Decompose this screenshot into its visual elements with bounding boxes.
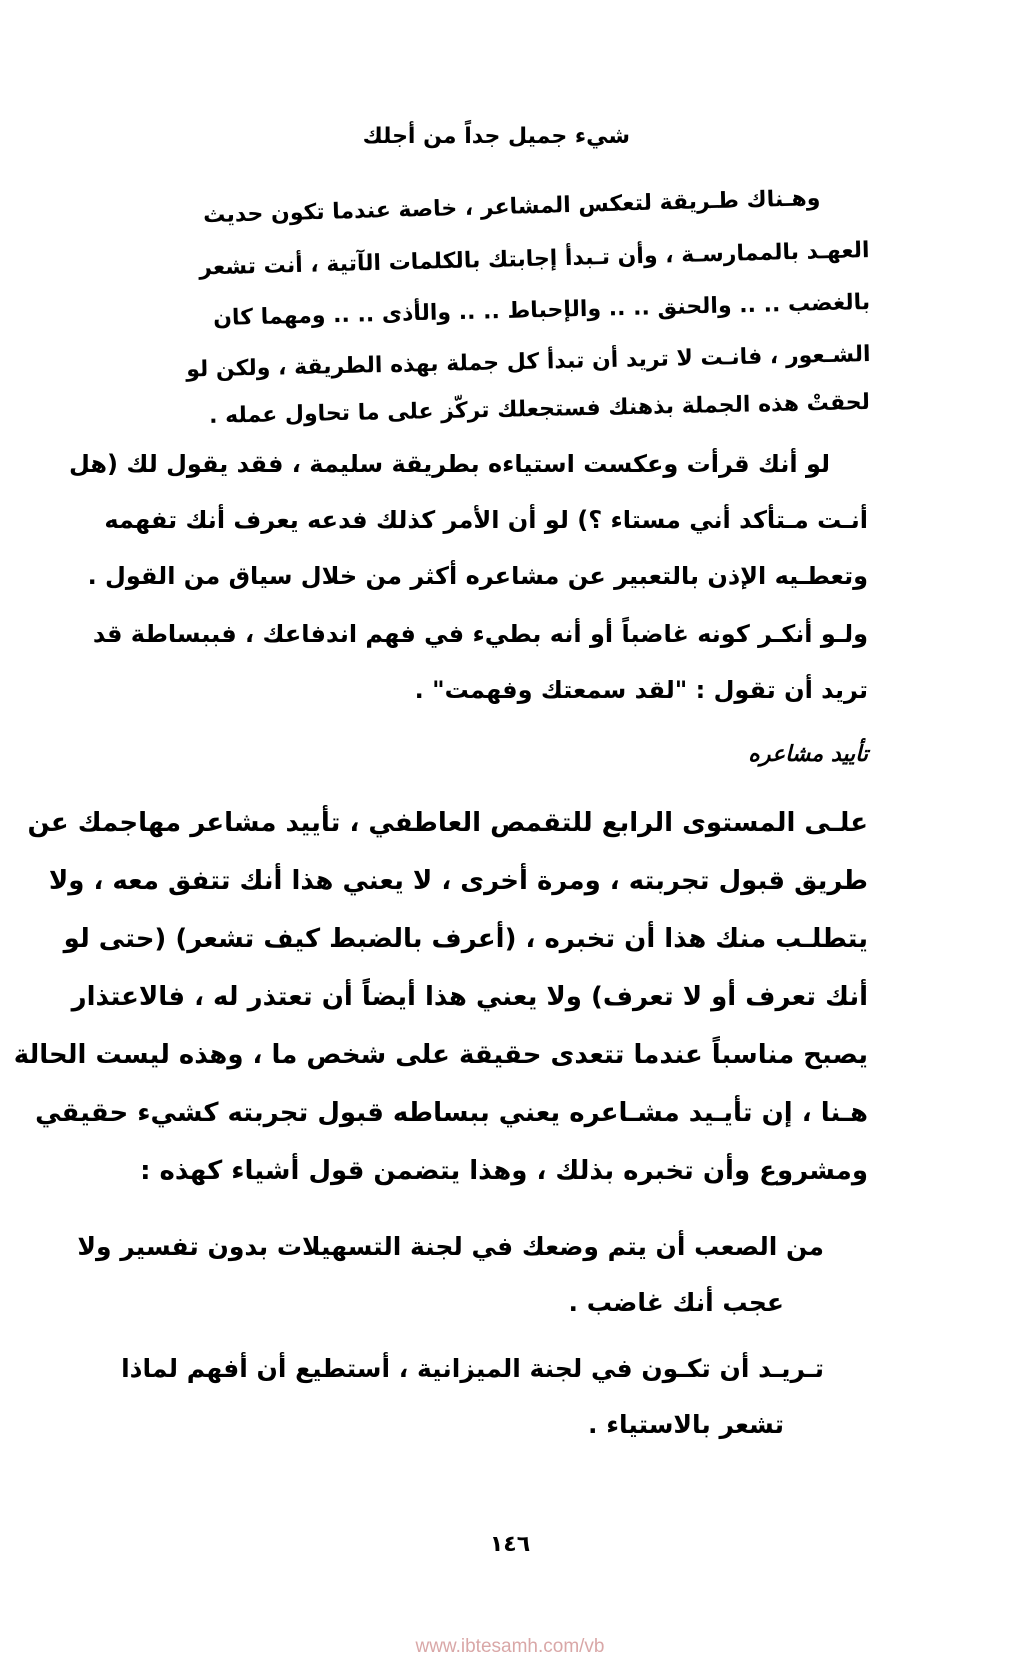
- paragraph-2-line-1: لو أنك قرأت وعكست استياءه بطريقة سليمة ، فقد يقول لك (هل: [68, 450, 830, 478]
- paragraph-3-line-7: ومشروع وأن تخبره بذلك ، وهذا يتضمن قول أشياء كهذه :: [140, 1156, 868, 1186]
- quote-1-line-2: عجب أنك غاضب .: [568, 1288, 784, 1317]
- paragraph-3-line-4: أنك تعرف أو لا تعرف) ولا يعني هذا أيضاً أن تعتذر له ، فالاعتذار: [71, 982, 868, 1012]
- paragraph-1-line-2: العهـد بالممارسـة ، وأن تـبدأ إجابتك بالكلمات الآتية ، أنت تشعر: [199, 238, 871, 281]
- quote-2-line-1: تـريـد أن تكـون في لجنة الميزانية ، أستطيع أن أفهم لماذا: [121, 1354, 824, 1383]
- paragraph-3-line-3: يتطلـب منك هذا أن تخبره ، (أعرف بالضبط كيف تشعر) (حتى لو: [63, 924, 868, 954]
- section-subheading: تأييد مشاعره: [748, 742, 868, 767]
- paragraph-3-line-1: علـى المستوى الرابع للتقمص العاطفي ، تأييد مشاعر مهاجمك عن: [27, 808, 868, 838]
- paragraph-1-line-5: لحقتْ هذه الجملة بذهنك فستجعلك تركّز على ما تحاول عمله .: [208, 390, 871, 429]
- quote-2-line-2: تشعر بالاستياء .: [588, 1410, 784, 1439]
- page-number: ١٤٦: [489, 1532, 531, 1557]
- paragraph-3-line-5: يصبح مناسباً عندما تتعدى حقيقة على شخص ما ، وهذه ليست الحالة: [13, 1040, 868, 1070]
- watermark-url: www.ibtesamh.com/vb: [415, 1636, 605, 1657]
- paragraph-2-line-3: وتعطـيه الإذن بالتعبير عن مشاعره أكثر من خلال سياق من القول .: [87, 562, 868, 590]
- quote-1-line-1: من الصعب أن يتم وضعك في لجنة التسهيلات بدون تفسير ولا: [77, 1232, 824, 1261]
- paragraph-3-line-2: طريق قبول تجربته ، ومرة أخرى ، لا يعني هذا أنك تتفق معه ، ولا: [48, 866, 868, 896]
- paragraph-3-line-6: هـنا ، إن تأيـيد مشـاعره يعني ببساطه قبول تجربته كشيء حقيقي: [35, 1098, 868, 1128]
- paragraph-1-line-3: بالغضب .. .. والحنق .. .. والإحباط .. .. والأذى .. .. ومهما كان: [212, 290, 871, 332]
- paragraph-2-line-4: ولـو أنكـر كونه غاضباً أو أنه بطيء في فهم اندفاعك ، فببساطة قد: [92, 620, 868, 648]
- paragraph-2-line-5: تريد أن تقول : "لقد سمعتك وفهمت" .: [414, 676, 868, 704]
- paragraph-2-line-2: أنـت مـتأكد أني مستاء ؟) لو أن الأمر كذلك فدعه يعرف أنك تفهمه: [104, 506, 868, 534]
- page-title: شيء جميل جداً من أجلك: [362, 124, 630, 149]
- paragraph-1-line-1: وهـناك طـريقة لتعكس المشاعر ، خاصة عندما تكون حديث: [202, 186, 821, 229]
- paragraph-1-line-4: الشـعور ، فانـت لا تريد أن تبدأ كل جملة بهذه الطريقة ، ولكن لو: [185, 342, 871, 383]
